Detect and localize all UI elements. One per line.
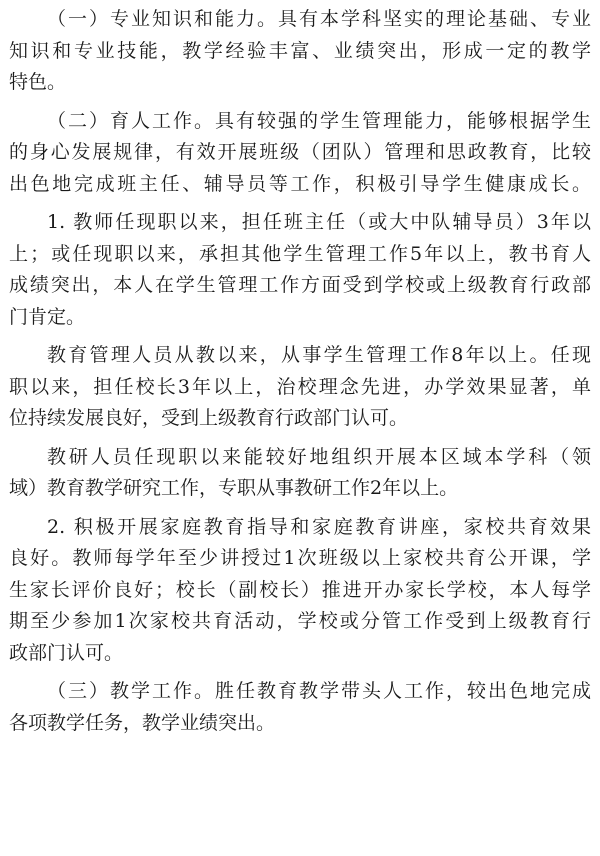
text-line: 政部门认可。 [9,641,124,664]
text-line: 上；或任现职以来，承担其他学生管理工作5年以上，教书育人 [9,242,591,265]
text-line: 门肯定。 [9,305,86,328]
text-line: 良好。教师每学年至少讲授过1次班级以上家校共育公开课，学 [9,547,591,569]
text-line: （二）育人工作。具有较强的学生管理能力，能够根据学生 [47,109,591,132]
text-line: 出色地完成班主任、辅导员等工作，积极引导学生健康成长。 [9,172,591,195]
paragraph-education-work [9,106,591,201]
text-line: 域）教育教学研究工作，专职从事教研工作2年以上。 [9,477,459,499]
text-line: 知识和专业技能，教学经验丰富、业绩突出，形成一定的教学 [9,39,591,62]
text-line: 教育管理人员从教以来，从事学生管理工作8年以上。任现 [47,344,591,366]
paragraph-management-staff [9,340,591,435]
text-line: 特色。 [9,71,67,93]
paragraph-teaching-work [9,676,591,739]
text-line: 成绩突出，本人在学生管理工作方面受到学校或上级教育行政部 [9,274,591,296]
text-line: （三）教学工作。胜任教育教学带头人工作，较出色地完成 [47,680,591,702]
paragraph-professional-knowledge [9,4,591,99]
text-line: 2. 积极开展家庭教育指导和家庭教育讲座，家校共育效果 [47,515,591,538]
text-line: 职以来，担任校长3年以上，治校理念先进，办学效果显著，单 [9,375,591,398]
text-line: 1. 教师任现职以来，担任班主任（或大中队辅导员）3年以 [47,211,591,233]
paragraph-research-staff [9,442,591,505]
text-line: 的身心发展规律，有效开展班级（团队）管理和思政教育，比较 [9,141,591,163]
text-line: 位持续发展良好，受到上级教育行政部门认可。 [9,407,409,429]
paragraph-item-2 [9,512,591,670]
text-line: 各项教学任务，教学业绩突出。 [9,711,276,734]
paragraph-item-1 [9,207,591,333]
text-line: 教研人员任现职以来能较好地组织开展本区域本学科（领 [47,445,591,468]
text-line: （一）专业知识和能力。具有本学科坚实的理论基础、专业 [47,8,591,30]
text-line: 生家长评价良好；校长（副校长）推进开办家长学校，本人每学 [9,578,591,601]
text-line: 期至少参加1次家校共育活动，学校或分管工作受到上级教育行 [9,610,591,632]
